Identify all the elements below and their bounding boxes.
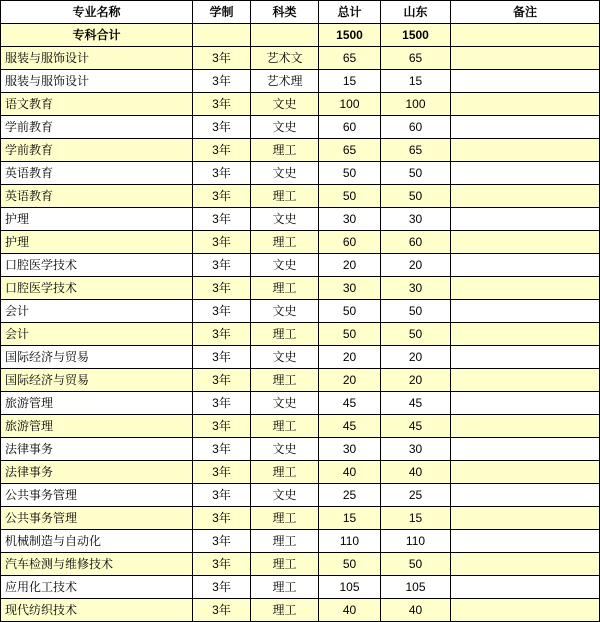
cell-total: 25	[319, 484, 381, 507]
cell-years: 3年	[193, 300, 251, 323]
cell-years: 3年	[193, 346, 251, 369]
cell-total: 110	[319, 530, 381, 553]
cell-major: 服装与服饰设计	[1, 70, 193, 93]
cell-category: 文史	[251, 93, 319, 116]
cell-major: 英语教育	[1, 162, 193, 185]
cell-category: 理工	[251, 530, 319, 553]
summary-total: 1500	[319, 24, 381, 47]
cell-major: 公共事务管理	[1, 484, 193, 507]
cell-category: 文史	[251, 392, 319, 415]
cell-years: 3年	[193, 323, 251, 346]
table-row	[1, 70, 600, 93]
cell-note	[451, 208, 600, 231]
table-header-row	[1, 1, 600, 24]
table-row	[1, 392, 600, 415]
cell-category: 理工	[251, 553, 319, 576]
cell-total: 40	[319, 599, 381, 622]
cell-note	[451, 139, 600, 162]
table-row	[1, 415, 600, 438]
column-header-shandong: 山东	[381, 1, 451, 24]
cell-note	[451, 461, 600, 484]
table-row	[1, 369, 600, 392]
cell-years: 3年	[193, 507, 251, 530]
cell-category: 理工	[251, 185, 319, 208]
cell-major: 会计	[1, 323, 193, 346]
cell-shandong: 20	[381, 346, 451, 369]
cell-major: 应用化工技术	[1, 576, 193, 599]
cell-shandong: 20	[381, 369, 451, 392]
cell-category: 文史	[251, 346, 319, 369]
cell-note	[451, 70, 600, 93]
cell-total: 100	[319, 93, 381, 116]
cell-total: 30	[319, 438, 381, 461]
cell-major: 旅游管理	[1, 415, 193, 438]
cell-shandong: 105	[381, 576, 451, 599]
cell-note	[451, 323, 600, 346]
table-row	[1, 116, 600, 139]
summary-label: 专科合计	[1, 24, 193, 47]
cell-note	[451, 277, 600, 300]
cell-note	[451, 231, 600, 254]
cell-note	[451, 530, 600, 553]
cell-total: 45	[319, 415, 381, 438]
cell-note	[451, 484, 600, 507]
cell-shandong: 15	[381, 507, 451, 530]
cell-years: 3年	[193, 599, 251, 622]
cell-years: 3年	[193, 392, 251, 415]
cell-total: 60	[319, 231, 381, 254]
cell-category: 理工	[251, 231, 319, 254]
cell-shandong: 60	[381, 116, 451, 139]
cell-total: 65	[319, 47, 381, 70]
cell-shandong: 40	[381, 599, 451, 622]
cell-years: 3年	[193, 116, 251, 139]
cell-shandong: 45	[381, 392, 451, 415]
cell-category: 文史	[251, 438, 319, 461]
cell-total: 20	[319, 254, 381, 277]
cell-category: 理工	[251, 576, 319, 599]
summary-note	[451, 24, 600, 47]
column-header-total: 总计	[319, 1, 381, 24]
cell-total: 65	[319, 139, 381, 162]
cell-total: 30	[319, 277, 381, 300]
summary-years	[193, 24, 251, 47]
cell-shandong: 30	[381, 438, 451, 461]
cell-shandong: 60	[381, 231, 451, 254]
table-row	[1, 484, 600, 507]
cell-major: 学前教育	[1, 139, 193, 162]
table-row	[1, 208, 600, 231]
cell-shandong: 40	[381, 461, 451, 484]
cell-total: 50	[319, 162, 381, 185]
cell-years: 3年	[193, 47, 251, 70]
cell-years: 3年	[193, 415, 251, 438]
cell-shandong: 45	[381, 415, 451, 438]
cell-category: 文史	[251, 484, 319, 507]
cell-major: 会计	[1, 300, 193, 323]
table-row	[1, 461, 600, 484]
cell-category: 理工	[251, 277, 319, 300]
cell-note	[451, 300, 600, 323]
cell-major: 英语教育	[1, 185, 193, 208]
cell-note	[451, 507, 600, 530]
cell-major: 口腔医学技术	[1, 254, 193, 277]
cell-major: 口腔医学技术	[1, 277, 193, 300]
column-header-years: 学制	[193, 1, 251, 24]
cell-note	[451, 576, 600, 599]
cell-category: 理工	[251, 599, 319, 622]
cell-major: 学前教育	[1, 116, 193, 139]
cell-shandong: 110	[381, 530, 451, 553]
cell-total: 50	[319, 323, 381, 346]
cell-years: 3年	[193, 277, 251, 300]
cell-shandong: 25	[381, 484, 451, 507]
cell-years: 3年	[193, 369, 251, 392]
cell-note	[451, 438, 600, 461]
cell-major: 法律事务	[1, 461, 193, 484]
cell-category: 文史	[251, 300, 319, 323]
cell-years: 3年	[193, 461, 251, 484]
cell-category: 文史	[251, 208, 319, 231]
table-row	[1, 93, 600, 116]
cell-major: 国际经济与贸易	[1, 346, 193, 369]
cell-note	[451, 47, 600, 70]
cell-shandong: 65	[381, 139, 451, 162]
cell-shandong: 30	[381, 208, 451, 231]
cell-note	[451, 254, 600, 277]
cell-major: 国际经济与贸易	[1, 369, 193, 392]
cell-total: 15	[319, 507, 381, 530]
cell-major: 语文教育	[1, 93, 193, 116]
cell-major: 机械制造与自动化	[1, 530, 193, 553]
cell-years: 3年	[193, 162, 251, 185]
cell-total: 60	[319, 116, 381, 139]
cell-category: 理工	[251, 507, 319, 530]
table-row	[1, 162, 600, 185]
cell-years: 3年	[193, 530, 251, 553]
table-row	[1, 530, 600, 553]
cell-years: 3年	[193, 254, 251, 277]
cell-note	[451, 599, 600, 622]
cell-total: 15	[319, 70, 381, 93]
summary-shandong: 1500	[381, 24, 451, 47]
cell-note	[451, 185, 600, 208]
cell-category: 艺术文	[251, 47, 319, 70]
cell-total: 40	[319, 461, 381, 484]
cell-major: 公共事务管理	[1, 507, 193, 530]
column-header-category: 科类	[251, 1, 319, 24]
cell-years: 3年	[193, 70, 251, 93]
cell-major: 旅游管理	[1, 392, 193, 415]
cell-category: 文史	[251, 254, 319, 277]
cell-total: 50	[319, 300, 381, 323]
cell-years: 3年	[193, 185, 251, 208]
table-row	[1, 553, 600, 576]
cell-major: 现代纺织技术	[1, 599, 193, 622]
cell-note	[451, 346, 600, 369]
cell-note	[451, 553, 600, 576]
table-body	[1, 24, 600, 622]
cell-years: 3年	[193, 208, 251, 231]
table-row	[1, 277, 600, 300]
cell-note	[451, 369, 600, 392]
cell-major: 护理	[1, 208, 193, 231]
cell-note	[451, 162, 600, 185]
cell-years: 3年	[193, 553, 251, 576]
cell-shandong: 100	[381, 93, 451, 116]
cell-category: 理工	[251, 369, 319, 392]
cell-major: 汽车检测与维修技术	[1, 553, 193, 576]
table-row	[1, 507, 600, 530]
table-row	[1, 139, 600, 162]
cell-total: 50	[319, 185, 381, 208]
cell-total: 20	[319, 369, 381, 392]
cell-years: 3年	[193, 231, 251, 254]
cell-shandong: 50	[381, 553, 451, 576]
cell-shandong: 50	[381, 185, 451, 208]
table-row	[1, 323, 600, 346]
cell-shandong: 50	[381, 162, 451, 185]
table-row	[1, 254, 600, 277]
cell-years: 3年	[193, 93, 251, 116]
cell-years: 3年	[193, 438, 251, 461]
cell-total: 105	[319, 576, 381, 599]
column-header-major: 专业名称	[1, 1, 193, 24]
cell-note	[451, 116, 600, 139]
column-header-note: 备注	[451, 1, 600, 24]
table-row	[1, 438, 600, 461]
cell-years: 3年	[193, 139, 251, 162]
cell-shandong: 50	[381, 323, 451, 346]
cell-category: 文史	[251, 162, 319, 185]
cell-total: 30	[319, 208, 381, 231]
summary-category	[251, 24, 319, 47]
cell-shandong: 65	[381, 47, 451, 70]
cell-shandong: 50	[381, 300, 451, 323]
cell-years: 3年	[193, 484, 251, 507]
table-row	[1, 47, 600, 70]
cell-category: 艺术理	[251, 70, 319, 93]
summary-row	[1, 24, 600, 47]
cell-note	[451, 93, 600, 116]
cell-major: 法律事务	[1, 438, 193, 461]
cell-total: 50	[319, 553, 381, 576]
cell-category: 理工	[251, 415, 319, 438]
table-row	[1, 346, 600, 369]
table-row	[1, 576, 600, 599]
table-row	[1, 300, 600, 323]
cell-category: 理工	[251, 461, 319, 484]
cell-years: 3年	[193, 576, 251, 599]
cell-total: 20	[319, 346, 381, 369]
cell-category: 理工	[251, 139, 319, 162]
cell-shandong: 20	[381, 254, 451, 277]
cell-note	[451, 415, 600, 438]
cell-major: 服装与服饰设计	[1, 47, 193, 70]
cell-note	[451, 392, 600, 415]
cell-shandong: 15	[381, 70, 451, 93]
cell-category: 理工	[251, 323, 319, 346]
cell-shandong: 30	[381, 277, 451, 300]
cell-major: 护理	[1, 231, 193, 254]
table-row	[1, 599, 600, 622]
table-row	[1, 231, 600, 254]
table-row	[1, 185, 600, 208]
cell-category: 文史	[251, 116, 319, 139]
cell-total: 45	[319, 392, 381, 415]
